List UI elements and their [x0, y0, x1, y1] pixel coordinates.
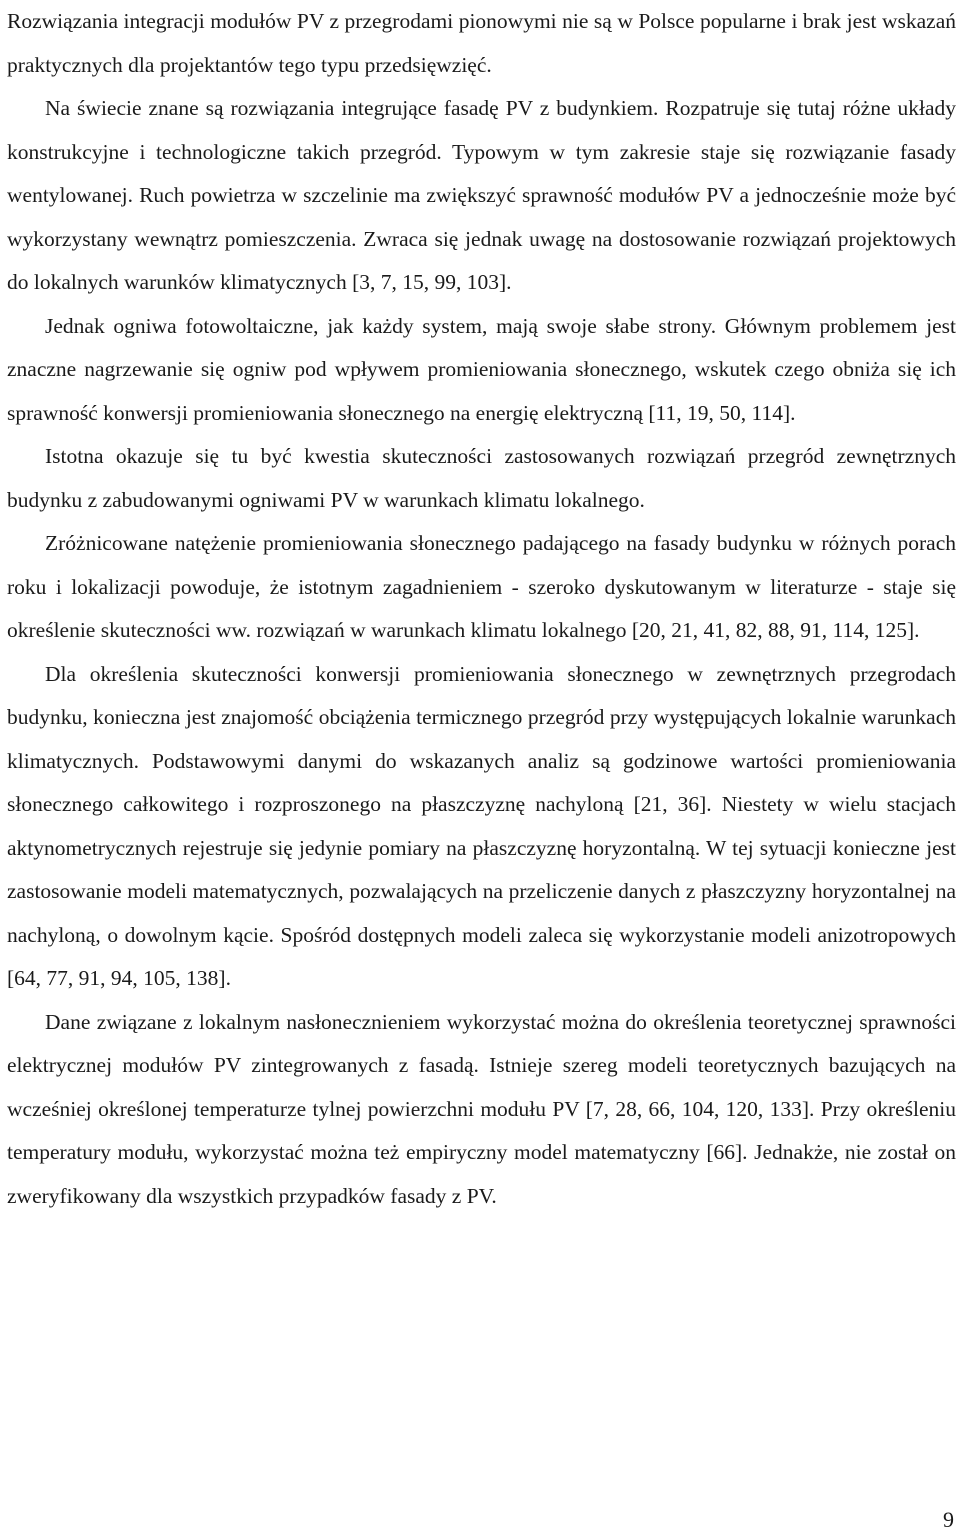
paragraph: Dla określenia skuteczności konwersji promieniowania słonecznego w zewnętrznych przegrodach budynku, konieczna jest znajomość obciążenia termicznego przegród przy występujących lokalnie warunkach klimatycznych. Podstawowymi danymi do wskazanych analiz są godzinowe wartości promieniowania słonecznego całkowitego i rozproszonego na płaszczyznę nachyloną [21, 36]. Niestety w wielu stacjach aktynometrycznych rejestruje się jedynie pomiary na płaszczyznę horyzontalną. W tej sytuacji konieczne jest zastosowanie modeli matematycznych, pozwalających na przeliczenie danych z płaszczyzny horyzontalnej na nachyloną, o dowolnym kącie. Spośród dostępnych modeli zaleca się wykorzystanie modeli anizotropowych [64, 77, 91, 94, 105, 138].	[7, 661, 956, 990]
paragraph: Istotna okazuje się tu być kwestia skuteczności zastosowanych rozwiązań przegród zewnętrznych budynku z zabudowanymi ogniwami PV w warunkach klimatu lokalnego.	[7, 444, 956, 512]
paragraph: Zróżnicowane natężenie promieniowania słonecznego padającego na fasady budynku w różnych porach roku i lokalizacji powoduje, że istotnym zagadnieniem - szeroko dyskutowanym w literaturze - staje się określenie skuteczności ww. rozwiązań w warunkach klimatu lokalnego [20, 21, 41, 82, 88, 91, 114, 125].	[7, 531, 956, 642]
page-number: 9	[943, 1507, 954, 1532]
paragraph: Rozwiązania integracji modułów PV z przegrodami pionowymi nie są w Polsce popularne i brak jest wskazań praktycznych dla projektantów tego typu przedsięwzięć.	[7, 9, 956, 77]
document-page	[7, 0, 956, 1218]
paragraph: Jednak ogniwa fotowoltaiczne, jak każdy system, mają swoje słabe strony. Głównym problemem jest znaczne nagrzewanie się ogniw pod wpływem promieniowania słonecznego, wskutek czego obniża się ich sprawność konwersji promieniowania słonecznego na energię elektryczną [11, 19, 50, 114].	[7, 313, 956, 425]
paragraph: Dane związane z lokalnym nasłonecznieniem wykorzystać można do określenia teoretycznej sprawności elektrycznej modułów PV zintegrowanych z fasadą. Istnieje szereg modeli teoretycznych bazujących na wcześniej określonej temperaturze tylnej powierzchni modułu PV [7, 28, 66, 104, 120, 133]. Przy określeniu temperatury modułu, wykorzystać można też empiryczny model matematyczny [66]. Jednakże, nie został on zweryfikowany dla wszystkich przypadków fasady z PV.	[7, 1009, 956, 1208]
paragraph: Na świecie znane są rozwiązania integrujące fasadę PV z budynkiem. Rozpatruje się tutaj różne układy konstrukcyjne i technologiczne takich przegród. Typowym w tym zakresie staje się rozwiązanie fasady wentylowanej. Ruch powietrza w szczelinie ma zwiększyć sprawność modułów PV a jednocześnie może być wykorzystany wewnątrz pomieszczenia. Zwraca się jednak uwagę na dostosowanie rozwiązań projektowych do lokalnych warunków klimatycznych [3, 7, 15, 99, 103].	[7, 96, 956, 294]
